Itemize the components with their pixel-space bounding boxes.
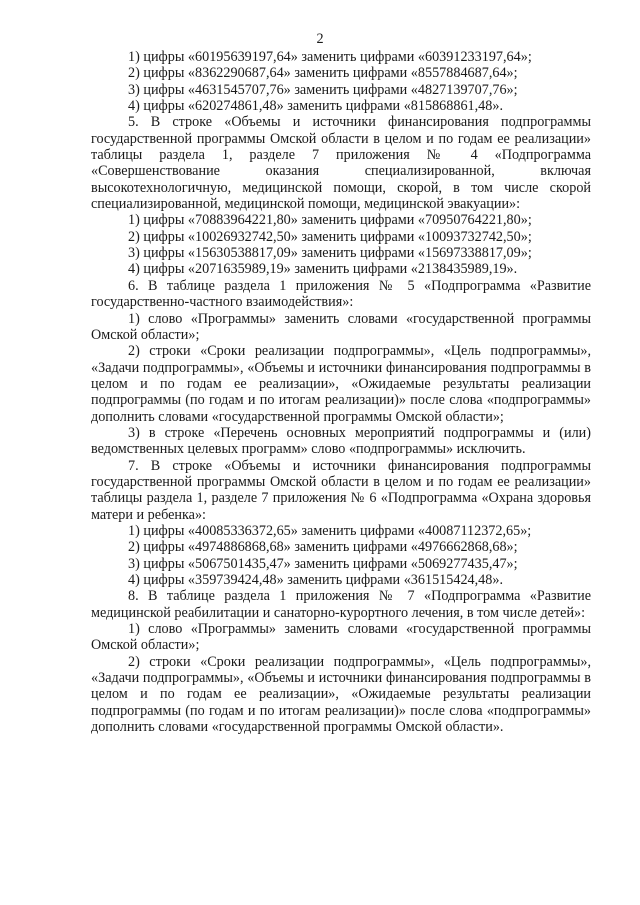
paragraph: 1) цифры «40085336372,65» заменить цифрами «40087112372,65»; xyxy=(128,522,532,539)
paragraph: 1) слово «Программы» заменить словами «государственной программы Омской области»; xyxy=(91,621,591,654)
paragraph: 2) строки «Сроки реализации подпрограммы», «Цель подпрограммы», «Задачи подпрограммы», «Объемы и источники финансирования подпрограммы в целом и по годам ее реализации», «Ожидаемые результаты реализации подпрограммы (по годам и по итогам реализации)» после слова «подпрограммы» дополнить словами «государственной программы Омской области». xyxy=(91,653,591,736)
paragraph: 8. В таблице раздела 1 приложения № 7 «Подпрограмма «Развитие медицинской реабилитации и санаторно-курортного лечения, в том числе детей»: xyxy=(91,588,591,621)
paragraph: 2) цифры «4974886868,68» заменить цифрами «4976662868,68»; xyxy=(128,539,518,556)
paragraph: 4) цифры «620274861,48» заменить цифрами «815868861,48». xyxy=(128,98,504,115)
paragraph: 5. В строке «Объемы и источники финансирования подпрограммы государственной программы Омской области в целом и по годам ее реализации» таблицы раздела 1, разделе 7 приложения № 4 «Подпрограмма «Совершенствование оказания специализированной, включая высокотехнологичную, медицинской помощи, скорой, в том числе скорой специализированной, медицинской помощи, медицинской эвакуации»: xyxy=(91,114,591,213)
paragraph: 7. В строке «Объемы и источники финансирования подпрограммы государственной программы Омской области в целом и по годам ее реализации» таблицы раздела 1, разделе 7 приложения № 6 «Подпрограмма «Охрана здоровья матери и ребенка»: xyxy=(91,457,591,523)
paragraph: 2) цифры «8362290687,64» заменить цифрами «8557884687,64»; xyxy=(128,65,518,82)
paragraph: 2) строки «Сроки реализации подпрограммы», «Цель подпрограммы», «Задачи подпрограммы», «Объемы и источники финансирования подпрограммы в целом и по годам ее реализации», «Ожидаемые результаты реализации подпрограммы (по годам и по итогам реализации)» после слова «подпрограммы» дополнить словами «государственной программы Омской области»; xyxy=(91,343,591,425)
page-number: 2 xyxy=(316,31,324,47)
paragraph: 1) цифры «60195639197,64» заменить цифрами «60391233197,64»; xyxy=(128,49,532,65)
paragraph: 3) цифры «4631545707,76» заменить цифрами «4827139707,76»; xyxy=(128,81,518,98)
paragraph: 3) цифры «5067501435,47» заменить цифрами «5069277435,47»; xyxy=(128,555,518,572)
paragraph: 3) цифры «15630538817,09» заменить цифрами «15697338817,09»; xyxy=(128,245,532,262)
document-body xyxy=(91,49,591,735)
paragraph: 4) цифры «2071635989,19» заменить цифрами «2138435989,19». xyxy=(128,261,518,278)
paragraph: 1) слово «Программы» заменить словами «государственной программы Омской области»; xyxy=(91,310,591,343)
paragraph: 3) в строке «Перечень основных мероприятий подпрограммы и (или) ведомственных целевых программ» слово «подпрограммы» исключить. xyxy=(91,424,591,458)
paragraph: 4) цифры «359739424,48» заменить цифрами «361515424,48». xyxy=(128,572,504,588)
paragraph: 2) цифры «10026932742,50» заменить цифрами «10093732742,50»; xyxy=(128,228,532,245)
paragraph: 6. В таблице раздела 1 приложения № 5 «Подпрограмма «Развитие государственно-частного взаимодействия»: xyxy=(91,277,591,311)
paragraph: 1) цифры «70883964221,80» заменить цифрами «70950764221,80»; xyxy=(128,212,532,229)
